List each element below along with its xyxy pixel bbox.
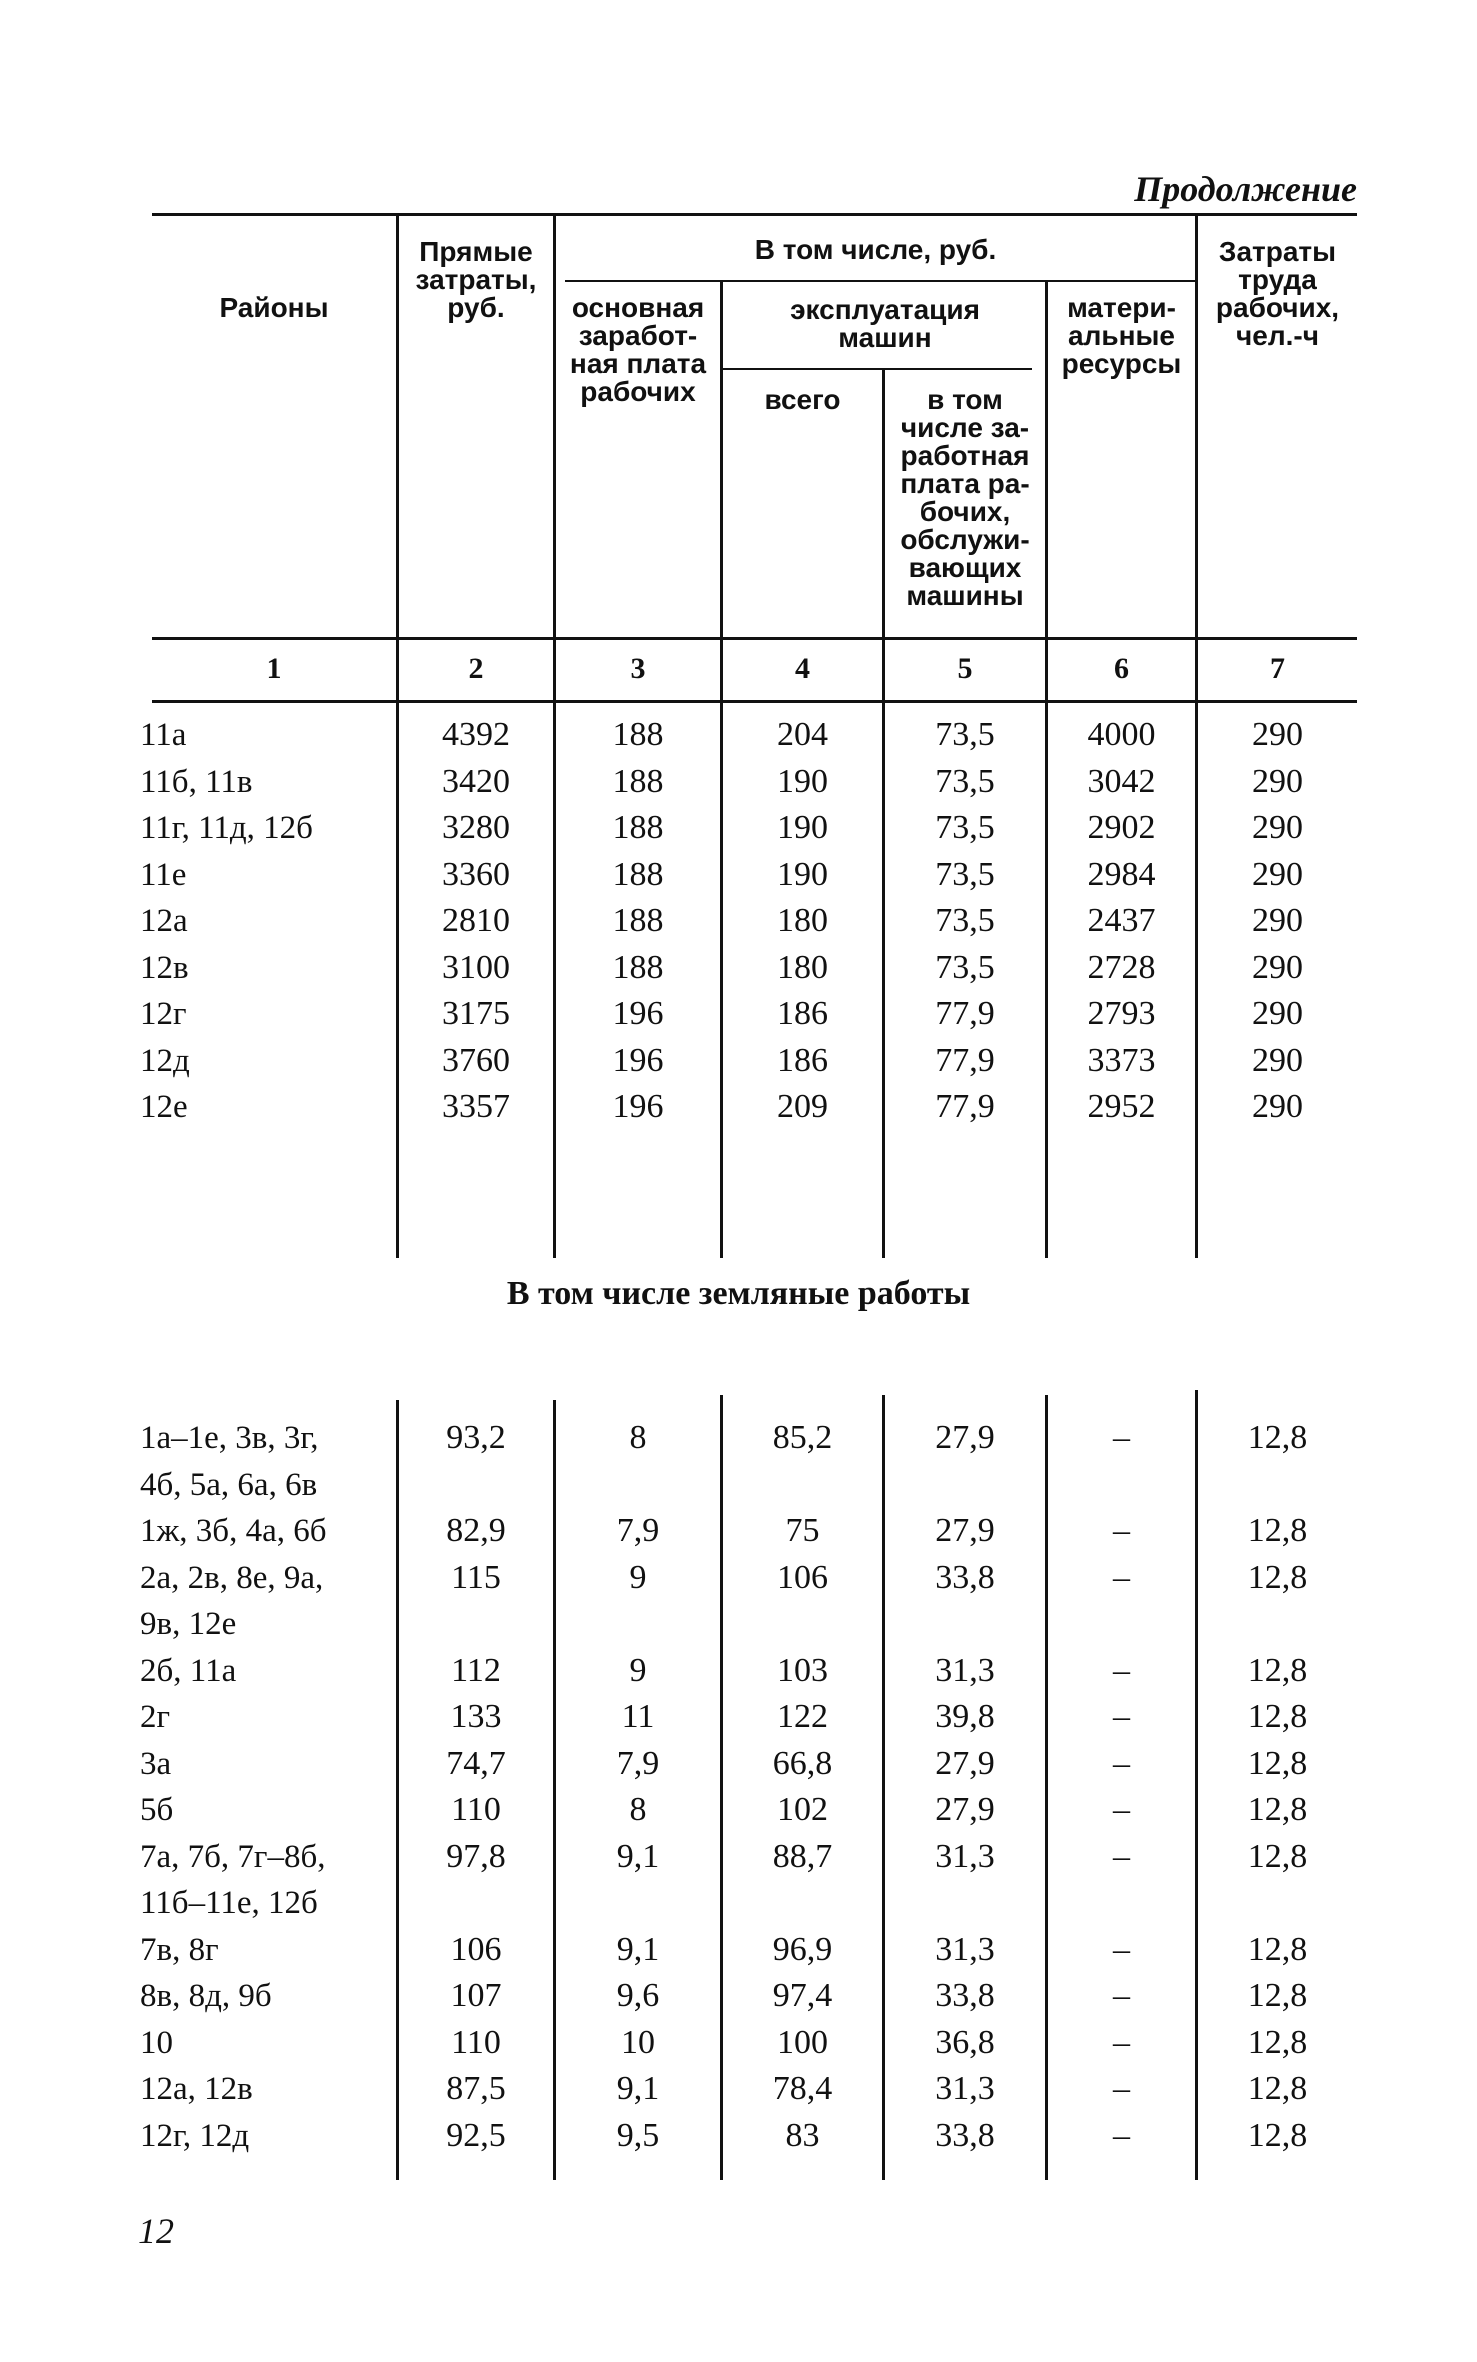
cell-labor: 12,8 xyxy=(1247,1651,1308,1689)
cell-region: 10 xyxy=(140,2024,173,2061)
cell-direct-costs: 4392 xyxy=(442,716,510,753)
cell-labor: 12,8 xyxy=(1247,1744,1308,1782)
cell-region: 12в xyxy=(140,949,189,986)
cell-machine-total: 190 xyxy=(777,855,828,893)
column-number-2: 2 xyxy=(468,652,484,685)
cell-materials: 3373 xyxy=(1087,1041,1156,1079)
cell-direct-costs: 110 xyxy=(451,1791,501,1828)
cell-region: 11а xyxy=(140,717,187,753)
cell-base-wage: 188 xyxy=(612,809,664,846)
cell-base-wage: 196 xyxy=(612,1041,664,1079)
cell-machine-wage: 73,5 xyxy=(935,948,995,986)
cell-base-wage: 188 xyxy=(612,716,664,753)
cell-labor: 12,8 xyxy=(1247,1977,1308,2014)
cell-machine-wage: 27,9 xyxy=(935,1791,995,1828)
header-materials: матери-альные ресурсы xyxy=(1061,292,1182,379)
cell-base-wage: 8 xyxy=(629,1791,647,1828)
cell-machine-total: 122 xyxy=(777,1698,828,1735)
cell-machine-wage: 73,5 xyxy=(935,855,995,893)
cell-machine-total: 100 xyxy=(777,2023,828,2061)
cell-direct-costs: 3280 xyxy=(442,809,510,846)
cell-materials: 2793 xyxy=(1087,995,1156,1032)
cell-base-wage: 9,1 xyxy=(616,1837,660,1875)
cell-direct-costs: 93,2 xyxy=(446,1419,506,1456)
cell-direct-costs: 82,9 xyxy=(446,1512,506,1549)
header-total: всего xyxy=(764,384,841,415)
cell-materials: – xyxy=(1113,1744,1130,1782)
cell-direct-costs: 3100 xyxy=(442,948,510,986)
cell-materials: – xyxy=(1113,1930,1130,1968)
machine-rule xyxy=(722,368,1032,370)
page-number: 12 xyxy=(138,2211,174,2251)
cell-labor: 290 xyxy=(1252,902,1303,939)
cell-machine-total: 186 xyxy=(777,1041,828,1079)
cell-machine-total: 106 xyxy=(777,1558,828,1596)
cell-labor: 12,8 xyxy=(1247,1419,1308,1456)
cell-base-wage: 9,1 xyxy=(616,2070,660,2107)
cell-machine-wage: 73,5 xyxy=(935,902,995,939)
cell-region: 3а xyxy=(140,1745,172,1782)
cell-machine-total: 96,9 xyxy=(772,1930,833,1968)
cell-direct-costs: 3357 xyxy=(442,1088,510,1125)
cell-materials: – xyxy=(1113,1837,1130,1875)
cell-base-wage: 10 xyxy=(621,2023,655,2061)
cell-machine-wage: 27,9 xyxy=(935,1744,995,1782)
cell-base-wage: 7,9 xyxy=(616,1512,660,1549)
header-direct-costs: Прямые затраты, руб. xyxy=(415,236,537,323)
cell-machine-total: 190 xyxy=(777,762,828,800)
cell-base-wage: 11 xyxy=(621,1698,655,1735)
cell-region: 12д xyxy=(140,1042,190,1079)
cell-labor: 290 xyxy=(1252,809,1303,846)
header-bottom-rule xyxy=(152,637,1357,640)
cell-machine-wage: 33,8 xyxy=(935,1977,995,2014)
cell-region: 11б–11е, 12б xyxy=(140,1885,318,1921)
cell-machine-total: 180 xyxy=(777,948,828,986)
cell-region: 12а, 12в xyxy=(140,2071,253,2107)
cell-direct-costs: 3175 xyxy=(442,995,510,1032)
cell-region: 9в, 12е xyxy=(140,1606,237,1642)
cell-region: 1а–1е, 3в, 3г, xyxy=(140,1420,319,1456)
cell-base-wage: 188 xyxy=(612,762,664,800)
column-number-1: 1 xyxy=(266,652,282,685)
cell-region: 2б, 11а xyxy=(140,1652,237,1689)
cell-base-wage: 188 xyxy=(612,902,664,939)
cell-materials: – xyxy=(1113,2023,1130,2061)
cell-machine-wage: 77,9 xyxy=(935,1088,995,1125)
cell-base-wage: 188 xyxy=(612,948,664,986)
cell-materials: 2952 xyxy=(1087,1088,1156,1125)
cell-materials: – xyxy=(1113,1419,1130,1456)
cell-base-wage: 9 xyxy=(629,1558,647,1596)
header-base-wage: основная заработ-ная плата рабочих xyxy=(569,292,707,407)
cell-machine-total: 97,4 xyxy=(772,1977,833,2014)
header-including: В том числе, руб. xyxy=(754,234,997,265)
cell-machine-total: 83 xyxy=(785,2116,820,2154)
cell-machine-total: 103 xyxy=(777,1651,828,1689)
cell-machine-wage: 77,9 xyxy=(935,995,995,1032)
cell-machine-wage: 31,3 xyxy=(935,2070,995,2107)
cell-region: 12е xyxy=(140,1089,188,1125)
cell-labor: 12,8 xyxy=(1247,1512,1308,1549)
cell-machine-wage: 27,9 xyxy=(935,1419,995,1456)
cell-base-wage: 9,1 xyxy=(616,1930,660,1968)
cell-materials: – xyxy=(1113,1651,1130,1689)
column-number-6: 6 xyxy=(1114,652,1129,685)
cell-region: 11б, 11в xyxy=(140,763,253,800)
cell-machine-wage: 33,8 xyxy=(935,2116,995,2154)
cell-machine-wage: 36,8 xyxy=(935,2023,995,2061)
cell-labor: 290 xyxy=(1252,948,1303,986)
cell-machine-total: 180 xyxy=(777,902,828,939)
cell-materials: 4000 xyxy=(1087,716,1156,753)
section-caption: В том числе земляные работы xyxy=(506,1275,971,1312)
cell-region: 7в, 8г xyxy=(140,1931,219,1968)
cell-direct-costs: 87,5 xyxy=(446,2070,506,2107)
cell-direct-costs: 97,8 xyxy=(446,1837,506,1875)
header-machine-wage: в том числе за-работная плата ра-бочих, обслужи-вающих машины xyxy=(900,384,1030,611)
cell-base-wage: 9,5 xyxy=(616,2116,660,2154)
cell-machine-wage: 31,3 xyxy=(935,1651,995,1689)
cell-region: 4б, 5а, 6а, 6в xyxy=(140,1466,318,1503)
cell-labor: 290 xyxy=(1252,995,1303,1032)
column-number-4: 4 xyxy=(795,652,810,685)
cell-direct-costs: 133 xyxy=(450,1698,502,1735)
cell-machine-wage: 73,5 xyxy=(935,809,995,846)
cell-base-wage: 196 xyxy=(612,1088,664,1125)
cell-labor: 12,8 xyxy=(1247,1930,1308,1968)
cell-machine-wage: 39,8 xyxy=(935,1698,995,1735)
header-regions: Районы xyxy=(219,292,329,323)
cell-materials: – xyxy=(1113,1698,1130,1735)
cell-labor: 12,8 xyxy=(1247,1837,1308,1875)
cell-labor: 12,8 xyxy=(1247,1698,1308,1735)
numbers-bottom-rule xyxy=(152,700,1357,703)
cell-machine-total: 66,8 xyxy=(772,1744,833,1782)
cell-materials: – xyxy=(1113,1791,1130,1828)
cell-direct-costs: 110 xyxy=(451,2023,501,2061)
cell-machine-wage: 27,9 xyxy=(935,1512,995,1549)
cell-direct-costs: 107 xyxy=(450,1977,502,2014)
cell-region: 5б xyxy=(140,1792,174,1828)
cell-materials: – xyxy=(1113,2116,1130,2154)
cell-base-wage: 9,6 xyxy=(616,1977,660,2014)
cell-labor: 290 xyxy=(1252,716,1303,753)
cell-direct-costs: 92,5 xyxy=(446,2116,506,2154)
cell-materials: – xyxy=(1113,1977,1130,2014)
cell-machine-wage: 33,8 xyxy=(935,1558,995,1596)
including-rule xyxy=(565,280,1195,282)
header-machine-operation: эксплуатация машин xyxy=(790,294,980,353)
cell-materials: – xyxy=(1113,1558,1130,1596)
cell-machine-total: 75 xyxy=(785,1512,820,1549)
cell-base-wage: 7,9 xyxy=(616,1744,660,1782)
cell-labor: 12,8 xyxy=(1247,2023,1308,2061)
cell-materials: 2902 xyxy=(1087,809,1156,846)
cell-region: 12г, 12д xyxy=(140,2117,250,2154)
cell-machine-total: 204 xyxy=(777,716,828,753)
cell-machine-total: 85,2 xyxy=(772,1419,833,1456)
cell-region: 1ж, 3б, 4а, 6б xyxy=(140,1513,327,1549)
cell-direct-costs: 3420 xyxy=(442,762,510,800)
cell-labor: 290 xyxy=(1252,855,1303,893)
cell-machine-total: 186 xyxy=(777,995,828,1032)
cell-region: 12а xyxy=(140,903,188,939)
cell-machine-wage: 73,5 xyxy=(935,762,995,800)
cell-machine-wage: 31,3 xyxy=(935,1930,995,1968)
header-labor: Затраты труда рабочих, чел.-ч xyxy=(1215,236,1340,351)
cell-machine-total: 190 xyxy=(777,809,828,846)
continuation-label: Продолжение xyxy=(1134,169,1357,209)
cell-machine-wage: 77,9 xyxy=(935,1041,995,1079)
cell-region: 11е xyxy=(140,856,187,893)
cell-region: 12г xyxy=(140,996,187,1032)
cell-machine-total: 78,4 xyxy=(772,2070,833,2107)
column-number-7: 7 xyxy=(1270,652,1285,685)
cell-materials: – xyxy=(1113,2070,1130,2107)
cell-direct-costs: 112 xyxy=(451,1651,501,1689)
cell-base-wage: 188 xyxy=(612,855,664,893)
cell-machine-wage: 31,3 xyxy=(935,1837,995,1875)
cell-direct-costs: 3360 xyxy=(442,855,510,893)
cell-region: 11г, 11д, 12б xyxy=(140,810,313,846)
cell-labor: 12,8 xyxy=(1247,1791,1308,1828)
cell-base-wage: 9 xyxy=(629,1651,647,1689)
cell-base-wage: 196 xyxy=(612,995,664,1032)
cell-direct-costs: 106 xyxy=(450,1930,502,1968)
cell-materials: 2437 xyxy=(1087,902,1156,939)
cell-base-wage: 8 xyxy=(629,1419,647,1456)
cell-labor: 290 xyxy=(1252,1088,1303,1125)
cell-region: 7а, 7б, 7г–8б, xyxy=(140,1838,326,1875)
cell-materials: 3042 xyxy=(1087,762,1156,800)
cell-materials: 2728 xyxy=(1087,948,1156,986)
cell-labor: 12,8 xyxy=(1247,2116,1308,2154)
cell-machine-wage: 73,5 xyxy=(935,716,995,753)
cell-labor: 290 xyxy=(1252,762,1303,800)
cell-direct-costs: 2810 xyxy=(442,902,510,939)
cell-labor: 12,8 xyxy=(1247,2070,1308,2107)
column-number-3: 3 xyxy=(630,652,646,685)
cell-machine-total: 88,7 xyxy=(772,1837,833,1875)
cell-region: 8в, 8д, 9б xyxy=(140,1978,272,2014)
cell-direct-costs: 115 xyxy=(451,1558,501,1596)
table-top-rule xyxy=(152,213,1357,216)
cell-materials: – xyxy=(1113,1512,1130,1549)
cell-direct-costs: 3760 xyxy=(442,1041,510,1079)
cell-machine-total: 102 xyxy=(777,1791,828,1828)
cell-region: 2г xyxy=(140,1699,171,1735)
column-number-5: 5 xyxy=(957,652,973,685)
cell-machine-total: 209 xyxy=(777,1088,828,1125)
cell-labor: 290 xyxy=(1252,1041,1303,1079)
cell-labor: 12,8 xyxy=(1247,1558,1308,1596)
cell-region: 2а, 2в, 8е, 9а, xyxy=(140,1559,324,1596)
cell-direct-costs: 74,7 xyxy=(446,1744,506,1782)
cell-materials: 2984 xyxy=(1087,855,1156,893)
